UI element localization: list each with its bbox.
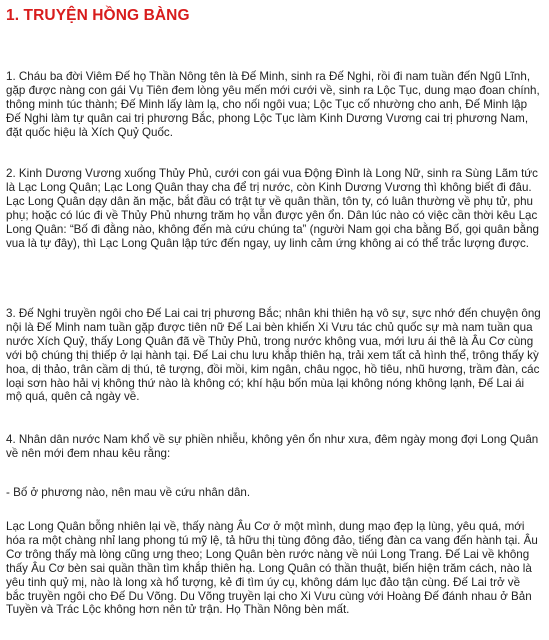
document-title: 1. TRUYỆN HỒNG BÀNG (6, 7, 190, 24)
paragraph-3: 3. Đế Nghi truyền ngôi cho Đế Lai cai trị phương Bắc; nhân khi thiên hạ vô sự, sực nhớ đến chuyện ông nội là Đế Minh nam tuần gặp được tiên nữ Đế Lai bèn khiến Xi Vưu tác chủ quốc sự mà nam tuần qua nước Xích Quỷ, thấy Long Quân đã về Thủy Phủ, trong nước không vua, mới lưu ái thê là Âu Cơ cùng với bộ chúng thị thiếp ở lại hành tại. Đế Lai chu lưu khắp thiên hạ, trải xem tất cả hình thể, trông thấy kỳ hoa, dị thảo, trân cầm dị thú, tê tượng, đồi mồi, kim ngân, châu ngọc, hồ tiêu, nhũ hương, trầm đàn, các loại sơn hào hải vị không thứ nào là không có; khí hậu bốn mùa lại không nóng không lạnh, Đế Lai ái mộ quá, quên cả ngày về. (6, 307, 541, 404)
paragraph-4: 4. Nhân dân nước Nam khổ về sự phiền nhiễu, không yên ổn như xưa, đêm ngày mong đợi Long Quân về nên mới đem nhau kêu rằng: (6, 433, 539, 460)
paragraph-6: Lạc Long Quân bỗng nhiên lại về, thấy nàng Âu Cơ ở một mình, dung mạo đẹp lạ lùng, yêu quá, mới hóa ra một chàng nhỉ lang phong tú mỹ lệ, tả hữu thị tùng đông đảo, tiếng đàn ca vang đến hành tại. Âu Cơ trông thấy mà lòng cũng ưng theo; Long Quân bèn rước nàng về núi Long Trang. Đế Lai về không thấy Âu Cơ bèn sai quần thần tìm khắp thiên hạ. Long Quân có thần thuật, biến hiện trăm cách, nào là yêu tinh quỷ mị, nào là long xà hổ tượng, kẻ đi tìm úy cụ, không dám lục đảo tận cùng. Đế Lai trở về bắc truyền ngôi cho Đế Du Võng. Du Võng truyền lại cho Xi Vưu cùng với Hoàng Đế đánh nhau ở Bản Tuyền và Trác Lộc không hơn nên tử trận. Họ Thần Nông bèn mất. (6, 520, 538, 617)
paragraph-1: 1. Cháu ba đời Viêm Đế họ Thần Nông tên là Đế Minh, sinh ra Đế Nghi, rồi đi nam tuần đến Ngũ Lĩnh, gặp được nàng con gái Vụ Tiên đem lòng yêu mến mới cưới về, sinh ra Lộc Tục, dung mạo đoan chính, thông minh túc thành; Đế Minh lấy làm lạ, cho nối ngôi vua; Lộc Tục cố nhường cho anh, Đế Minh lập Đế Nghi làm tự quân cai trị phương Bắc, phong Lộc Tục làm Kinh Dương Vương cai trị phương Nam, đặt quốc hiệu là Xích Quỷ Quốc. (6, 70, 540, 139)
paragraph-2: 2. Kinh Dương Vương xuống Thủy Phủ, cưới con gái vua Động Đình là Long Nữ, sinh ra Sùng Lãm tức là Lạc Long Quân; Lạc Long Quân thay cha để trị nước, còn Kinh Dương Vương thì không biết đi đâu. Lạc Long Quân dạy dân ăn mặc, bắt đầu có trật tự về quân thần, tôn ty, có luân thường về phụ tử, phu phụ; hoặc có lúc đi về Thủy Phủ nhưng trăm họ vẫn được yên ổn. Dân lúc nào có việc cần thời kêu Lạc Long Quân: “Bố đi đằng nào, không đến mà cứu chúng ta” (người Nam gọi cha bằng Bố, gọi quân bằng vua là tự đây), thì Lạc Long Quân lập tức đến ngay, uy linh cảm ứng không ai có thể trắc lượng được. (6, 167, 539, 250)
paragraph-5: - Bố ở phương nào, nên mau về cứu nhân dân. (6, 486, 251, 499)
